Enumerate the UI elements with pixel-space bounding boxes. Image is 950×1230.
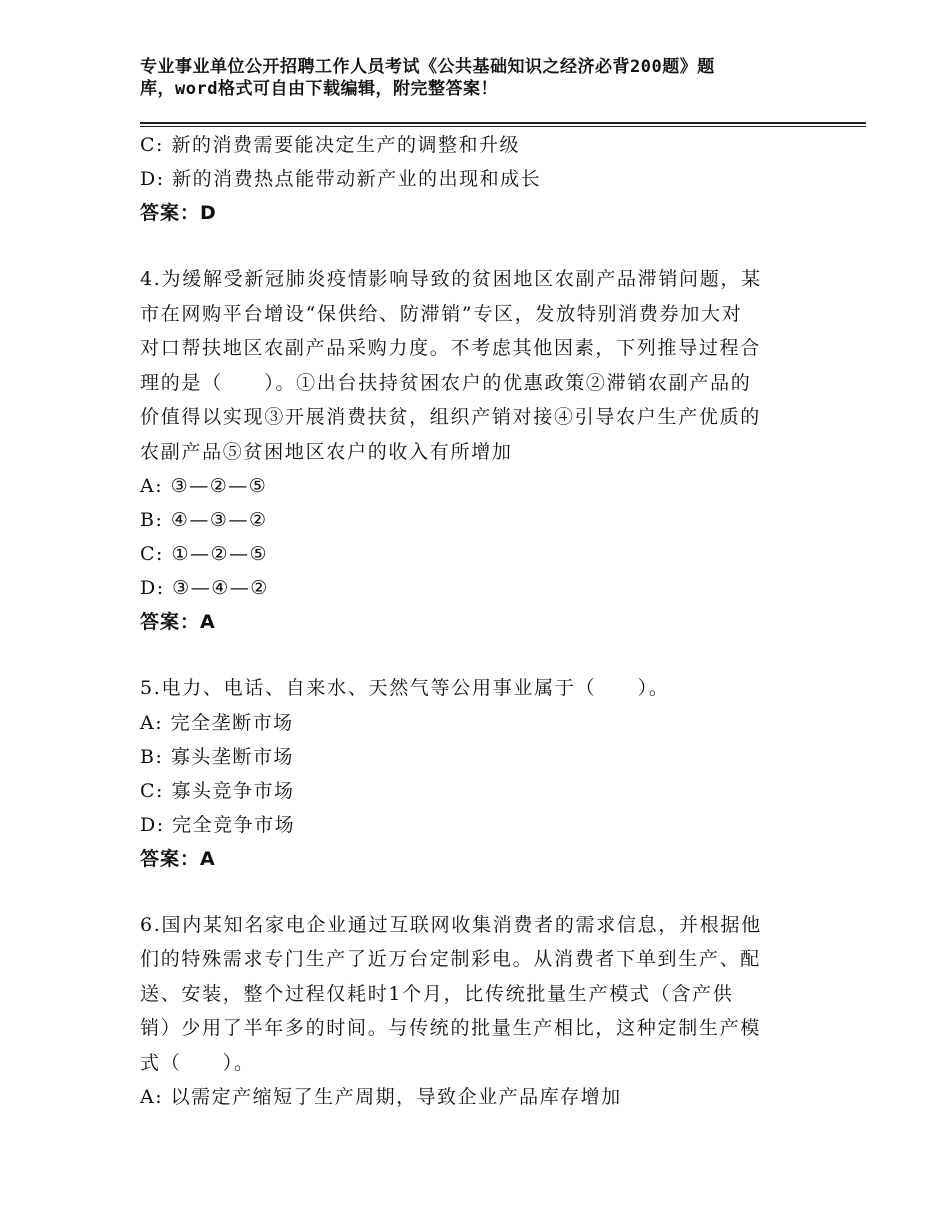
question-text-line: 6.国内某知名家电企业通过互联网收集消费者的需求信息，并根据他 (140, 913, 762, 936)
document-body (140, 128, 820, 1114)
question-text-line: 销）少用了半年多的时间。与传统的批量生产相比，这种定制生产模 (140, 1017, 762, 1039)
question-text-line: 理的是（ ）。①出台扶持贫困农户的优惠政策②滞销农副产品的 (140, 371, 752, 394)
question-text-line: 们的特殊需求专门生产了近万台定制彩电。从消费者下单到生产、配 (140, 948, 762, 970)
option-d: D: ③—④—② (140, 577, 269, 599)
header-rule-thin (140, 126, 866, 127)
question-4 (140, 262, 820, 639)
answer: 答案：A (140, 847, 216, 870)
answer: 答案：A (140, 611, 216, 633)
option-d: D: 新的消费热点能带动新产业的出现和成长 (140, 168, 542, 190)
question-text-line: 价值得以实现③开展消费扶贫，组织产销对接④引导农户生产优质的 (140, 406, 762, 428)
option-d: D: 完全竞争市场 (140, 813, 296, 836)
option-c: C: ①—②—⑤ (140, 543, 269, 565)
question-text-line: 5.电力、电话、自来水、天然气等公用事业属于（ ）。 (140, 677, 670, 699)
question-text-line: 对口帮扶地区农副产品采购力度。不考虑其他因素，下列推导过程合 (140, 337, 762, 359)
answer: 答案：D (140, 202, 217, 224)
option-c: C: 寡头竞争市场 (140, 779, 295, 802)
question-6 (140, 908, 820, 1115)
option-c: C: 新的消费需要能决定生产的调整和升级 (140, 134, 520, 156)
header-rule-thick (140, 122, 866, 124)
question-text-line: 市在网购平台增设“保供给、防滞销”专区，发放特别消费券加大对 (140, 302, 743, 325)
question-3 (140, 128, 820, 230)
question-text-line: 式（ ）。 (140, 1051, 255, 1074)
document-header (140, 56, 820, 100)
question-text-line: 4.为缓解受新冠肺炎疫情影响导致的贫困地区农副产品滞销问题，某 (140, 268, 762, 290)
option-a: A: 完全垄断市场 (140, 711, 294, 734)
header-line-2: 库，word格式可自由下载编辑，附完整答案！ (140, 79, 498, 99)
question-text-line: 农副产品⑤贫困地区农户的收入有所增加 (140, 440, 513, 463)
option-b: B: 寡头垄断市场 (140, 745, 294, 768)
option-a: A: ③—②—⑤ (140, 475, 268, 497)
question-5 (140, 671, 820, 876)
option-a: A: 以需定产缩短了生产周期，导致企业产品库存增加 (140, 1086, 622, 1108)
header-line-1: 专业事业单位公开招聘工作人员考试《公共基础知识之经济必背200题》题 (140, 57, 715, 77)
question-text-line: 送、安装，整个过程仅耗时1个月，比传统批量生产模式（含产供 (140, 982, 734, 1005)
option-b: B: ④—③—② (140, 509, 268, 531)
